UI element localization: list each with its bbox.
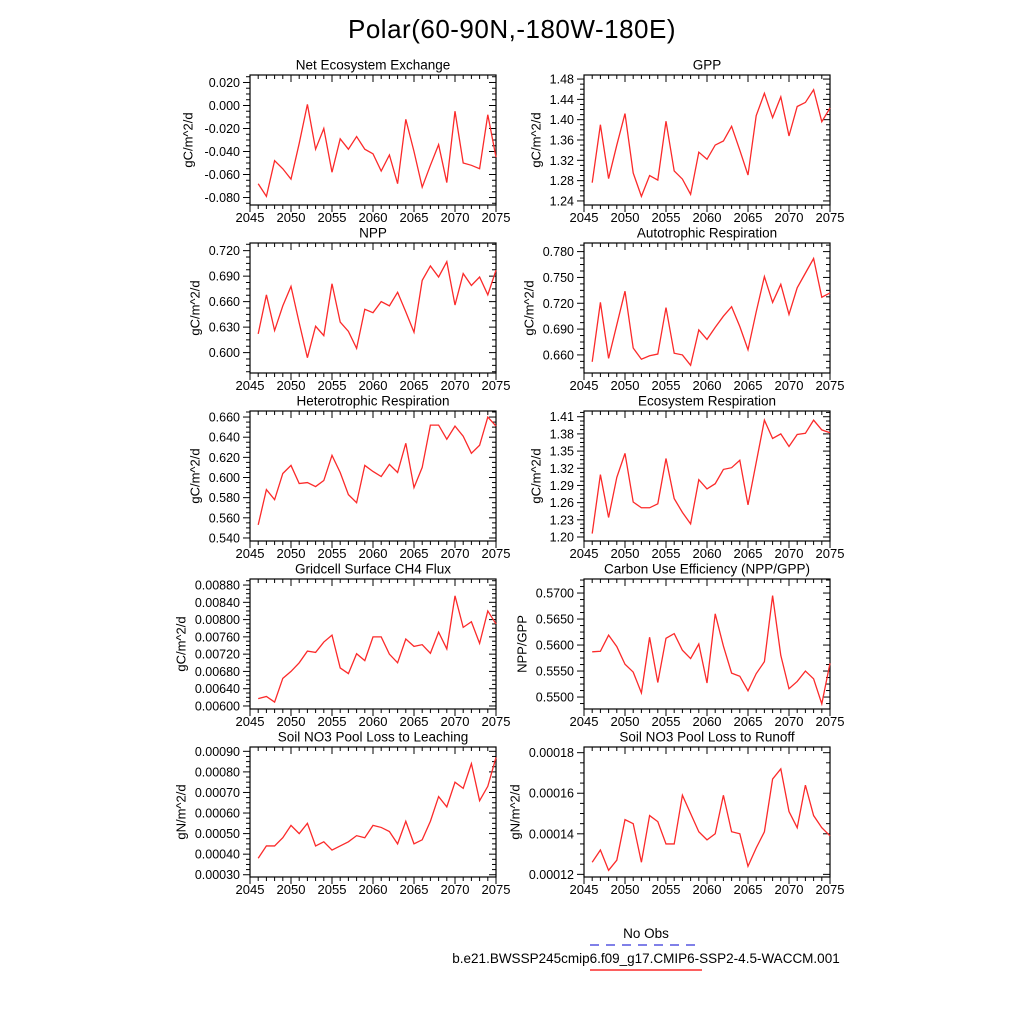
svg-text:1.32: 1.32 — [549, 461, 574, 476]
svg-text:1.44: 1.44 — [549, 92, 574, 107]
svg-text:2070: 2070 — [774, 714, 804, 729]
subplot-net-ecosystem-exchange — [140, 56, 511, 225]
svg-text:1.48: 1.48 — [549, 72, 574, 87]
svg-text:2045: 2045 — [569, 378, 599, 393]
svg-text:0.00840: 0.00840 — [194, 595, 240, 610]
svg-text:2070: 2070 — [440, 546, 470, 561]
svg-text:2045: 2045 — [569, 210, 599, 225]
svg-text:2075: 2075 — [481, 378, 511, 393]
svg-text:2045: 2045 — [569, 882, 599, 897]
svg-text:gN/m^2/d: gN/m^2/d — [507, 784, 523, 840]
svg-text:2050: 2050 — [276, 714, 306, 729]
svg-text:2055: 2055 — [651, 546, 681, 561]
svg-text:2060: 2060 — [358, 714, 388, 729]
svg-text:2075: 2075 — [815, 882, 845, 897]
svg-text:0.5550: 0.5550 — [535, 664, 574, 679]
svg-text:2045: 2045 — [235, 378, 265, 393]
svg-text:2055: 2055 — [317, 210, 347, 225]
svg-text:2060: 2060 — [692, 378, 722, 393]
svg-text:2065: 2065 — [733, 714, 763, 729]
svg-text:0.00050: 0.00050 — [194, 827, 240, 842]
svg-text:0.00018: 0.00018 — [528, 746, 574, 761]
svg-text:0.00030: 0.00030 — [194, 868, 240, 883]
svg-text:2065: 2065 — [399, 210, 429, 225]
svg-text:1.26: 1.26 — [549, 496, 574, 511]
svg-text:2050: 2050 — [276, 378, 306, 393]
svg-text:2070: 2070 — [440, 210, 470, 225]
svg-text:0.00680: 0.00680 — [194, 664, 240, 679]
svg-text:2060: 2060 — [358, 378, 388, 393]
svg-text:2065: 2065 — [733, 210, 763, 225]
svg-text:Soil NO3 Pool Loss to Leaching: Soil NO3 Pool Loss to Leaching — [277, 729, 469, 745]
svg-text:2045: 2045 — [235, 882, 265, 897]
svg-text:gC/m^2/d: gC/m^2/d — [173, 616, 189, 672]
svg-text:2050: 2050 — [276, 210, 306, 225]
svg-text:2065: 2065 — [399, 882, 429, 897]
svg-text:2070: 2070 — [440, 882, 470, 897]
svg-text:1.23: 1.23 — [549, 513, 574, 528]
svg-text:Autotrophic Respiration: Autotrophic Respiration — [636, 225, 778, 241]
svg-text:1.38: 1.38 — [549, 427, 574, 442]
svg-text:2060: 2060 — [692, 714, 722, 729]
svg-text:-0.020: -0.020 — [204, 121, 240, 136]
svg-text:0.660: 0.660 — [208, 295, 240, 310]
svg-text:2055: 2055 — [317, 714, 347, 729]
svg-text:0.00016: 0.00016 — [528, 786, 574, 801]
svg-text:0.640: 0.640 — [208, 430, 240, 445]
svg-text:2045: 2045 — [235, 210, 265, 225]
svg-text:2050: 2050 — [610, 378, 640, 393]
svg-text:2055: 2055 — [317, 882, 347, 897]
svg-text:0.690: 0.690 — [208, 269, 240, 284]
svg-text:0.720: 0.720 — [542, 296, 574, 311]
svg-text:1.40: 1.40 — [549, 113, 574, 128]
svg-text:0.00090: 0.00090 — [194, 744, 240, 759]
svg-text:2070: 2070 — [774, 882, 804, 897]
svg-text:2055: 2055 — [651, 714, 681, 729]
svg-text:2050: 2050 — [610, 546, 640, 561]
svg-text:0.580: 0.580 — [208, 491, 240, 506]
svg-text:2070: 2070 — [440, 714, 470, 729]
svg-text:2075: 2075 — [815, 210, 845, 225]
svg-text:2050: 2050 — [276, 882, 306, 897]
svg-text:2050: 2050 — [610, 210, 640, 225]
svg-text:2075: 2075 — [815, 378, 845, 393]
svg-text:gC/m^2/d: gC/m^2/d — [528, 112, 544, 168]
svg-text:0.5600: 0.5600 — [535, 638, 574, 653]
svg-text:2045: 2045 — [235, 546, 265, 561]
svg-text:2045: 2045 — [569, 714, 599, 729]
svg-text:2065: 2065 — [733, 882, 763, 897]
svg-text:gC/m^2/d: gC/m^2/d — [187, 280, 203, 336]
subplot-ecosystem-respiration — [500, 392, 860, 560]
svg-text:NPP: NPP — [359, 225, 387, 241]
svg-text:2075: 2075 — [481, 882, 511, 897]
svg-text:2065: 2065 — [733, 378, 763, 393]
svg-text:1.32: 1.32 — [549, 153, 574, 168]
svg-text:1.36: 1.36 — [549, 133, 574, 148]
svg-text:1.28: 1.28 — [549, 174, 574, 189]
svg-text:0.660: 0.660 — [208, 410, 240, 425]
legend-model-solid-line — [590, 968, 702, 972]
svg-text:Ecosystem Respiration: Ecosystem Respiration — [637, 393, 777, 409]
legend-no-obs-label: No Obs — [623, 926, 669, 941]
svg-text:2065: 2065 — [399, 714, 429, 729]
svg-text:Net Ecosystem Exchange: Net Ecosystem Exchange — [295, 57, 451, 73]
svg-text:2050: 2050 — [610, 882, 640, 897]
svg-text:0.600: 0.600 — [208, 471, 240, 486]
svg-text:2070: 2070 — [774, 210, 804, 225]
svg-text:2060: 2060 — [358, 882, 388, 897]
svg-text:0.630: 0.630 — [208, 320, 240, 335]
svg-text:1.29: 1.29 — [549, 478, 574, 493]
svg-text:0.00880: 0.00880 — [194, 578, 240, 593]
svg-text:NPP/GPP: NPP/GPP — [514, 615, 530, 673]
svg-text:0.000: 0.000 — [208, 98, 240, 113]
svg-text:0.00080: 0.00080 — [194, 765, 240, 780]
svg-text:0.690: 0.690 — [542, 322, 574, 337]
subplot-soil-no3-loss-leaching — [140, 728, 511, 897]
legend-no-obs-dashed-line — [590, 943, 702, 947]
svg-text:2060: 2060 — [692, 546, 722, 561]
subplot-soil-no3-loss-runoff — [500, 728, 860, 896]
subplot-npp — [140, 224, 511, 393]
svg-text:2060: 2060 — [692, 210, 722, 225]
svg-text:-0.040: -0.040 — [204, 145, 240, 160]
svg-text:2055: 2055 — [317, 546, 347, 561]
subplot-carbon-use-efficiency — [500, 560, 860, 728]
svg-text:0.5700: 0.5700 — [535, 586, 574, 601]
svg-text:2075: 2075 — [481, 210, 511, 225]
svg-text:1.41: 1.41 — [549, 410, 574, 425]
svg-text:2065: 2065 — [733, 546, 763, 561]
svg-text:2075: 2075 — [815, 546, 845, 561]
svg-text:2045: 2045 — [235, 714, 265, 729]
svg-text:0.5500: 0.5500 — [535, 690, 574, 705]
svg-text:0.560: 0.560 — [208, 511, 240, 526]
svg-text:2060: 2060 — [358, 546, 388, 561]
svg-text:0.00070: 0.00070 — [194, 785, 240, 800]
figure-title: Polar(60-90N,-180W-180E) — [348, 14, 676, 44]
svg-text:2075: 2075 — [481, 714, 511, 729]
svg-text:2050: 2050 — [610, 714, 640, 729]
svg-text:2065: 2065 — [399, 546, 429, 561]
svg-text:0.540: 0.540 — [208, 531, 240, 546]
svg-text:2060: 2060 — [358, 210, 388, 225]
svg-text:gC/m^2/d: gC/m^2/d — [180, 112, 196, 168]
subplot-autotrophic-respiration — [500, 224, 860, 392]
svg-text:-0.060: -0.060 — [204, 168, 240, 183]
svg-text:0.00720: 0.00720 — [194, 647, 240, 662]
svg-text:Soil NO3 Pool Loss to Runoff: Soil NO3 Pool Loss to Runoff — [619, 729, 795, 745]
svg-text:0.600: 0.600 — [208, 346, 240, 361]
svg-text:0.020: 0.020 — [208, 75, 240, 90]
svg-text:0.00600: 0.00600 — [194, 699, 240, 714]
svg-text:0.5650: 0.5650 — [535, 612, 574, 627]
svg-text:gC/m^2/d: gC/m^2/d — [521, 280, 537, 336]
svg-text:0.00014: 0.00014 — [528, 827, 574, 842]
svg-text:1.24: 1.24 — [549, 194, 574, 209]
subplot-gpp — [500, 56, 860, 224]
svg-text:0.660: 0.660 — [542, 348, 574, 363]
svg-text:0.00012: 0.00012 — [528, 867, 574, 882]
svg-text:0.750: 0.750 — [542, 270, 574, 285]
svg-text:0.00760: 0.00760 — [194, 630, 240, 645]
svg-text:0.720: 0.720 — [208, 244, 240, 259]
svg-text:0.00060: 0.00060 — [194, 806, 240, 821]
svg-text:Heterotrophic Respiration: Heterotrophic Respiration — [296, 393, 450, 409]
svg-text:2055: 2055 — [651, 882, 681, 897]
svg-text:2050: 2050 — [276, 546, 306, 561]
svg-text:0.780: 0.780 — [542, 245, 574, 260]
svg-text:0.00040: 0.00040 — [194, 847, 240, 862]
svg-text:0.00800: 0.00800 — [194, 613, 240, 628]
legend-model-label: b.e21.BWSSP245cmip6.f09_g17.CMIP6-SSP2-4.5-WACCM.001 — [452, 951, 840, 966]
svg-text:2070: 2070 — [774, 546, 804, 561]
svg-text:Carbon Use Efficiency (NPP/GPP: Carbon Use Efficiency (NPP/GPP) — [603, 561, 811, 577]
svg-text:2055: 2055 — [651, 378, 681, 393]
svg-text:2075: 2075 — [815, 714, 845, 729]
svg-text:0.620: 0.620 — [208, 450, 240, 465]
svg-text:2055: 2055 — [317, 378, 347, 393]
svg-text:Gridcell Surface CH4 Flux: Gridcell Surface CH4 Flux — [294, 561, 452, 577]
svg-text:gC/m^2/d: gC/m^2/d — [187, 448, 203, 504]
svg-text:1.20: 1.20 — [549, 530, 574, 545]
svg-text:2075: 2075 — [481, 546, 511, 561]
svg-text:2065: 2065 — [399, 378, 429, 393]
svg-text:2070: 2070 — [440, 378, 470, 393]
svg-text:gC/m^2/d: gC/m^2/d — [528, 448, 544, 504]
svg-text:2070: 2070 — [774, 378, 804, 393]
svg-text:gN/m^2/d: gN/m^2/d — [173, 784, 189, 840]
svg-text:2045: 2045 — [569, 546, 599, 561]
subplot-heterotrophic-respiration — [140, 392, 511, 561]
svg-text:GPP: GPP — [692, 57, 722, 73]
svg-text:1.35: 1.35 — [549, 444, 574, 459]
svg-text:2055: 2055 — [651, 210, 681, 225]
svg-text:2060: 2060 — [692, 882, 722, 897]
svg-text:0.00640: 0.00640 — [194, 682, 240, 697]
figure-legend — [446, 926, 846, 976]
subplot-gridcell-surface-ch4-flux — [140, 560, 511, 729]
subplot-grid — [140, 56, 860, 896]
svg-text:-0.080: -0.080 — [204, 191, 240, 206]
